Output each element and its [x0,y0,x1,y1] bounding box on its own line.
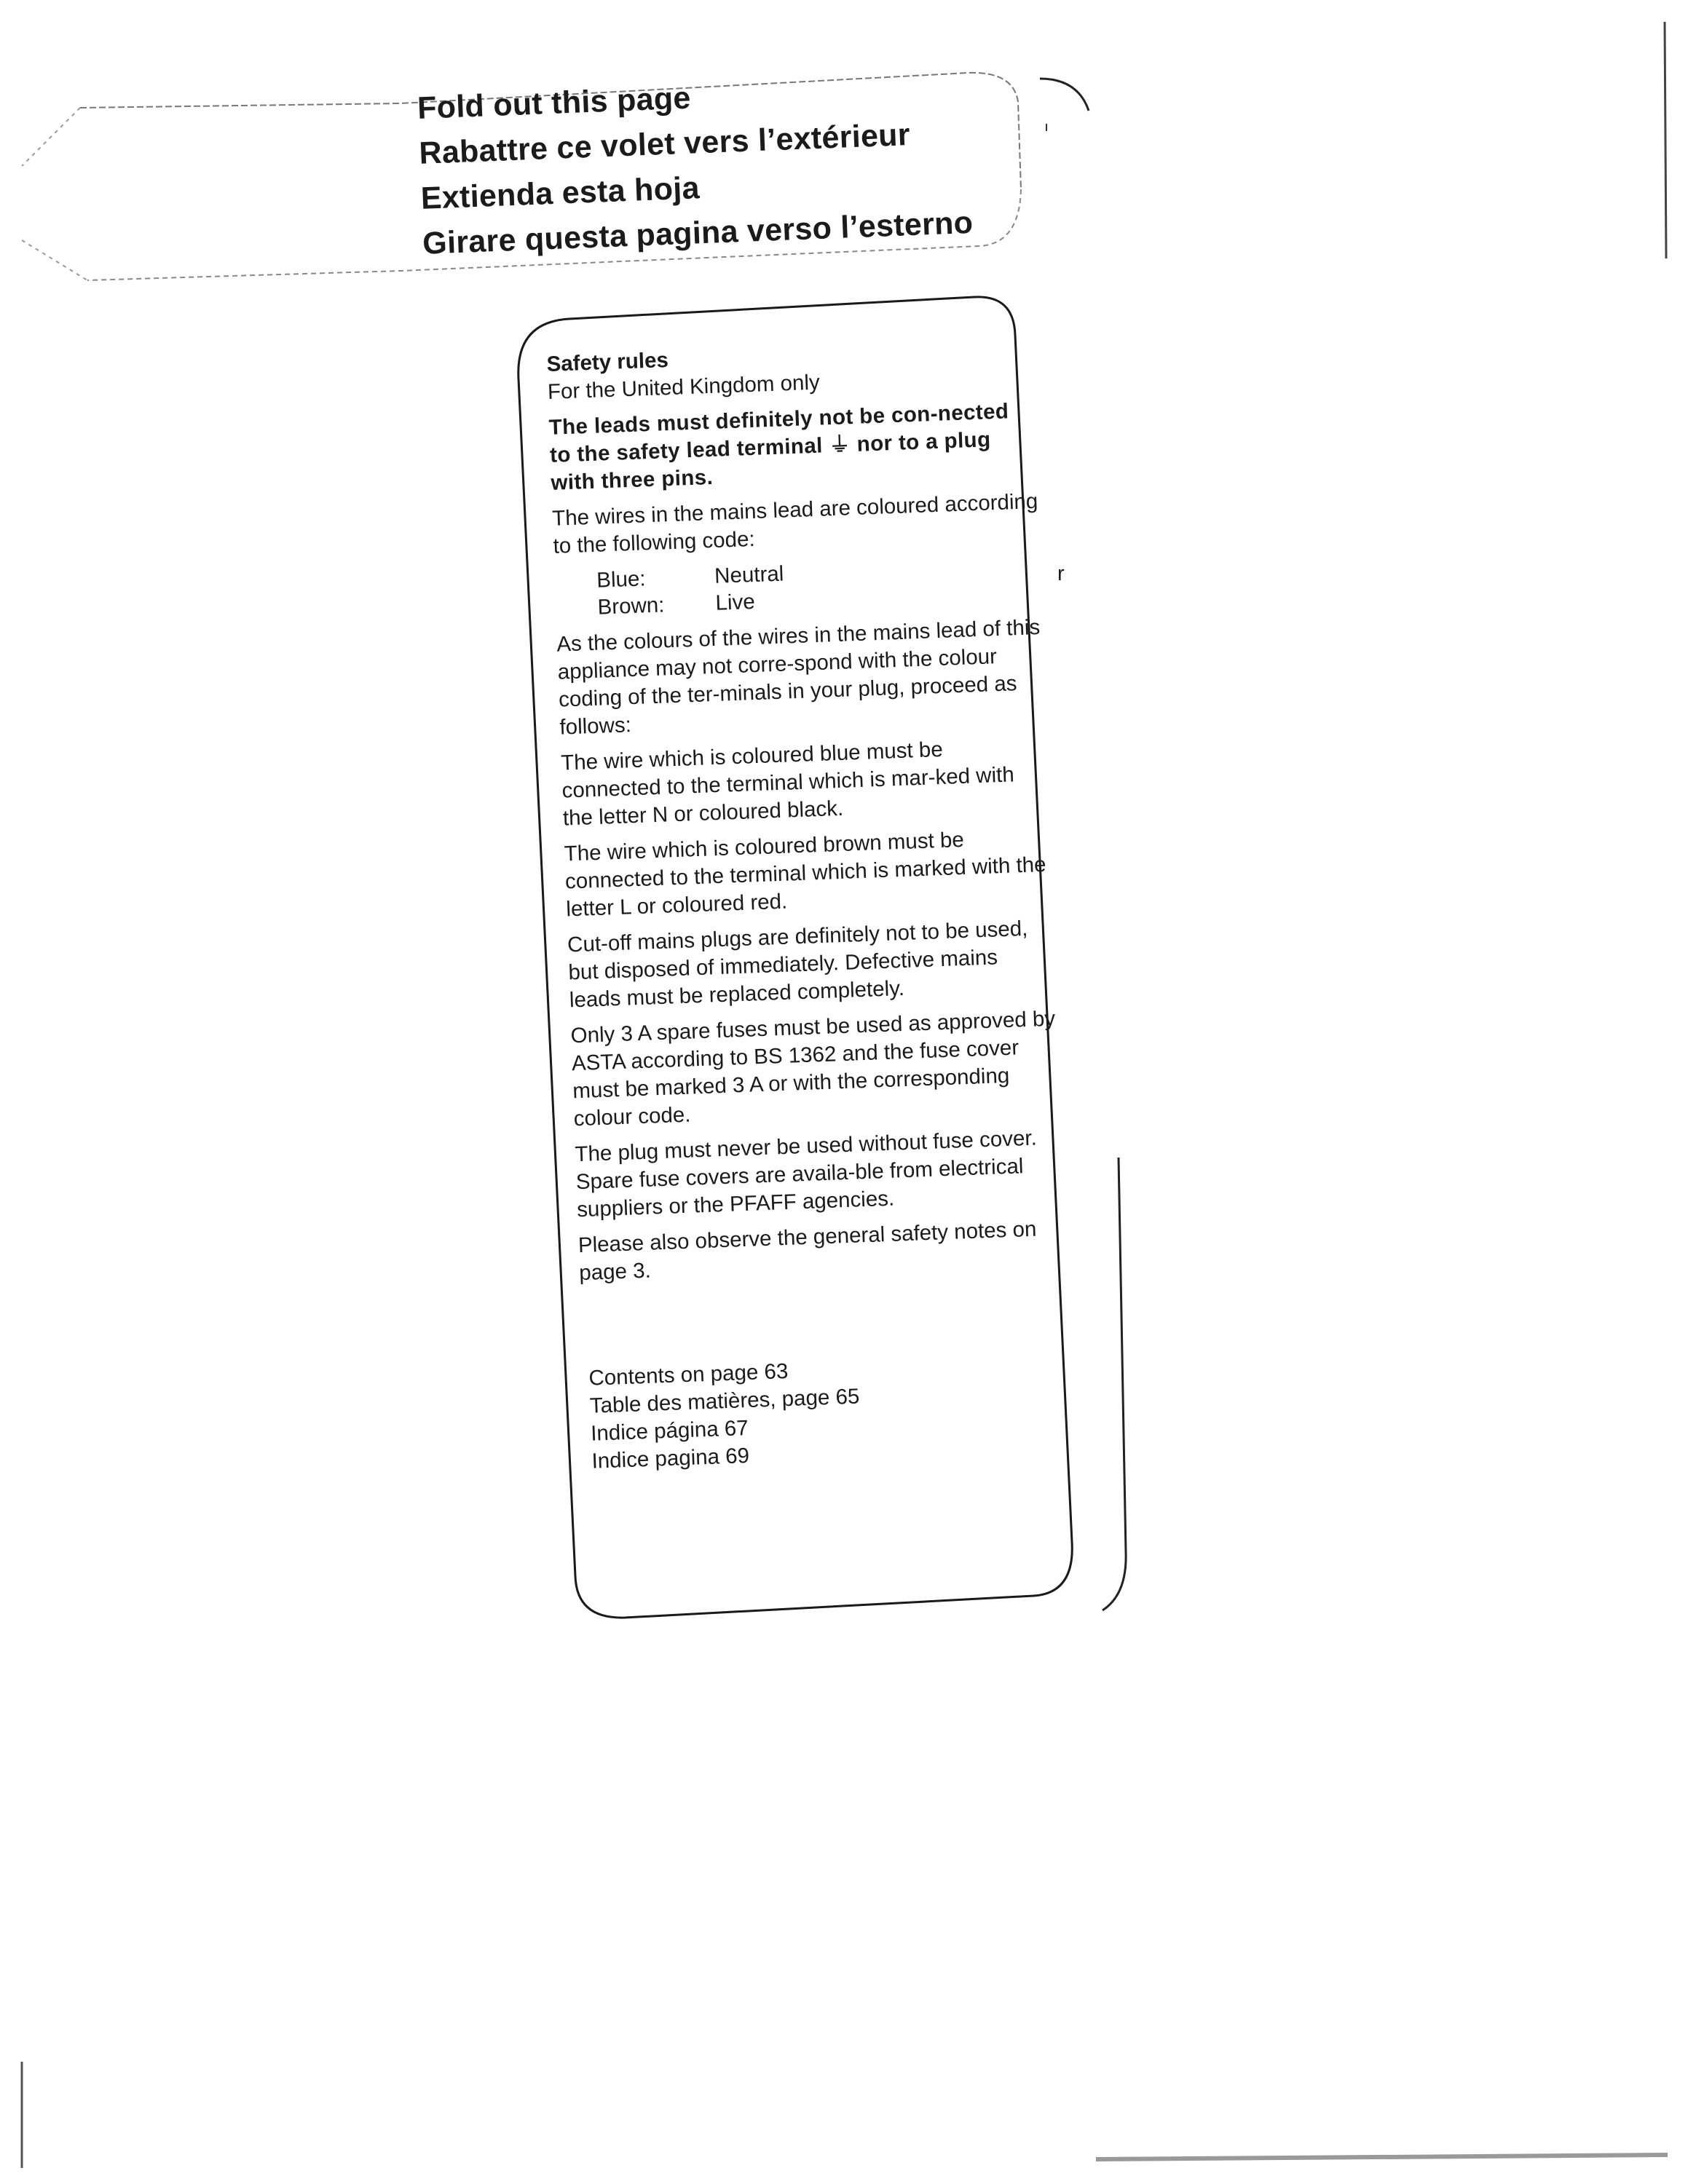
colour-code-meaning: Live [714,589,756,615]
contents-line-fr: Table des matières, page 65 [589,1384,860,1418]
contents-line-en: Contents on page 63 [588,1359,789,1390]
margin-mark: r [1057,562,1065,585]
colour-code-colour: Brown: [597,593,666,620]
safety-paragraph: Cut-off mains plugs are definitely not to be used, but disposed of immediately. Defective mains leads must be replaced completely. [567,916,1028,1013]
page-edge-right [1665,22,1666,258]
fold-tab-line-it: Girare questa pagina verso l’esterno [422,205,974,261]
safety-paragraph: Please also observe the general safety notes on page 3. [577,1216,1037,1286]
fold-tab-point [22,108,87,280]
page-edge-bottom [1096,2155,1668,2159]
fold-tab-line-fr: Rabattre ce volet vers l’extérieur [418,117,911,171]
colour-code-intro: The wires in the mains lead are coloured according to the following code: [551,488,1038,558]
safety-rules-subtitle: For the United Kingdom only [547,370,821,404]
safety-warning: The leads must definitely not be con-nected to the safety lead terminal ⏚ nor to a plug with three pins. [548,399,1009,495]
fold-tab-line-en: Fold out this page [417,80,692,126]
contents-line-es: Indice página 67 [590,1416,749,1446]
colour-code-meaning: Neutral [714,561,784,588]
contents-references [588,1348,1073,1476]
safety-paragraph: The wire which is coloured brown must be connected to the terminal which is marked with the letter L or coloured red. [564,827,1047,922]
contents-line-it: Indice pagina 69 [591,1444,750,1473]
colour-code-colour: Blue: [596,566,647,593]
safety-rules-panel [546,333,1073,1476]
fold-hook-top [1040,79,1089,111]
safety-rules-title: Safety rules [546,348,669,376]
fold-bracket-right [1103,1158,1126,1610]
safety-paragraph: As the colours of the wires in the mains lead of this appliance may not corre-spond with the colour coding of the ter-minals in your plug, proceed as follows: [556,614,1041,740]
safety-paragraph: The plug must never be used without fuse cover. Spare fuse covers are availa-ble from electrical suppliers or the PFAFF agencies. [574,1125,1038,1222]
safety-paragraph: The wire which is coloured blue must be connected to the terminal which is mar-ked with the letter N or coloured black. [560,737,1015,831]
fold-tab-instructions [417,63,1035,266]
colour-code-table [596,551,1042,621]
fold-tab-line-es: Extienda esta hoja [420,170,701,216]
safety-paragraph: Only 3 A spare fuses must be used as approved by ASTA according to BS 1362 and the fuse cover must be marked 3 A or with the corresponding colour code. [570,1006,1056,1131]
